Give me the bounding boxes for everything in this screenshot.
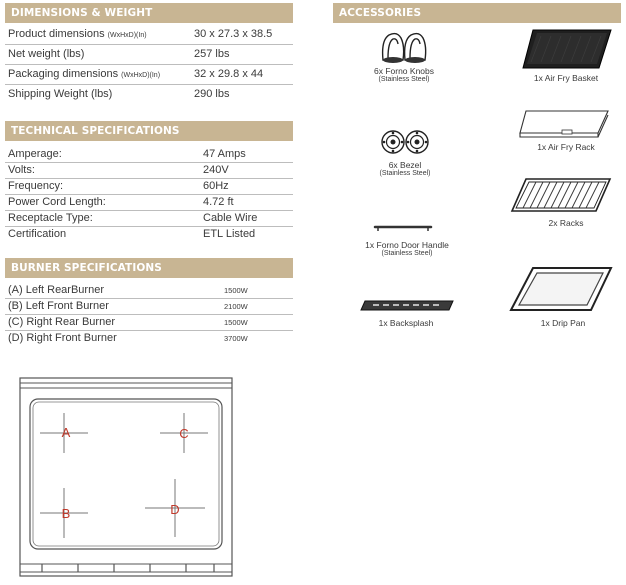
spec-value: 30 x 27.3 x 38.5	[194, 28, 273, 40]
accessory-backsplash	[379, 318, 434, 328]
burner-row-a	[5, 283, 293, 299]
bezel-icon	[381, 128, 429, 156]
spec-row-certification	[5, 227, 293, 243]
spec-row-packaging-dimensions	[5, 65, 293, 85]
burner-label: (C) Right Rear Burner	[8, 316, 115, 328]
accessory-label: 1x Drip Pan	[540, 318, 586, 328]
spec-label: Packaging dimensions	[8, 68, 119, 80]
accessory-material: (Stainless Steel)	[379, 170, 431, 177]
spec-row-frequency	[5, 179, 293, 195]
technical-header: TECHNICAL SPECIFICATIONS	[5, 121, 293, 141]
accessories-header: ACCESSORIES	[333, 3, 621, 23]
spec-value: ETL Listed	[203, 228, 256, 240]
spec-value: 240V	[203, 164, 229, 176]
accessory-label: 6x Bezel	[388, 160, 422, 170]
spec-label: Net weight (lbs)	[8, 48, 85, 60]
burner-row-b	[5, 299, 293, 315]
accessory-label: 1x Air Fry Basket	[533, 73, 599, 83]
spec-row-net-weight	[5, 45, 293, 65]
accessory-door-handle	[365, 240, 449, 258]
accessory-drip-pan	[541, 318, 585, 328]
accessory-bezel	[380, 160, 431, 178]
dimensions-header: DIMENSIONS & WEIGHT	[5, 3, 293, 23]
burner-c-marker: C	[179, 426, 189, 441]
drip-pan-icon	[509, 266, 613, 312]
spec-unit: (WxHxD)(In)	[107, 32, 147, 39]
spec-label: Frequency:	[8, 180, 64, 192]
backsplash-icon	[359, 299, 455, 313]
spec-value: 60Hz	[203, 180, 229, 192]
accessory-material: (Stainless Steel)	[378, 76, 430, 83]
spec-row-shipping-weight	[5, 85, 293, 105]
burner-wattage: 1500W	[224, 286, 248, 295]
burner-label: (B) Left Front Burner	[8, 300, 109, 312]
spec-row-product-dimensions	[5, 25, 293, 45]
spec-value: 4.72 ft	[203, 196, 234, 208]
knobs-icon	[379, 30, 431, 66]
spec-unit: (WxHxD)(In)	[121, 72, 161, 79]
spec-value: 32 x 29.8 x 44	[194, 68, 264, 80]
burner-d-marker: D	[170, 502, 180, 517]
spec-label: Amperage:	[8, 148, 62, 160]
spec-label: Certification	[8, 228, 67, 240]
spec-value: Cable Wire	[203, 212, 258, 224]
spec-value: 290 lbs	[194, 88, 230, 100]
accessory-air-fry-rack	[537, 142, 595, 152]
accessory-label: 6x Forno Knobs	[373, 66, 435, 76]
accessory-label: 1x Air Fry Rack	[537, 142, 595, 152]
burner-wattage: 2100W	[224, 302, 248, 311]
oven-rack-icon	[510, 177, 612, 215]
accessory-label: 1x Backsplash	[378, 318, 434, 328]
accessory-racks	[549, 218, 584, 228]
accessory-air-fry-basket	[534, 73, 598, 83]
accessory-label: 2x Racks	[548, 218, 584, 228]
burner-b-marker: B	[61, 506, 71, 521]
burner-row-d	[5, 331, 293, 347]
air-fry-rack-icon	[518, 109, 612, 139]
burner-wattage: 3700W	[224, 334, 248, 343]
burner-a-marker: A	[61, 425, 71, 440]
cooktop-outline	[18, 376, 234, 580]
spec-label: Product dimensions	[8, 28, 105, 40]
spec-label: Shipping Weight (lbs)	[8, 88, 113, 100]
spec-value: 47 Amps	[203, 148, 246, 160]
accessory-material: (Stainless Steel)	[381, 250, 433, 257]
burner-row-c	[5, 315, 293, 331]
accessory-knobs	[374, 66, 434, 84]
spec-row-receptacle	[5, 211, 293, 227]
burner-label: (A) Left RearBurner	[8, 284, 104, 296]
spec-row-amperage	[5, 147, 293, 163]
burner-header: BURNER SPECIFICATIONS	[5, 258, 293, 278]
spec-label: Receptacle Type:	[8, 212, 93, 224]
spec-row-volts	[5, 163, 293, 179]
burner-label: (D) Right Front Burner	[8, 332, 117, 344]
accessory-label: 1x Forno Door Handle	[365, 240, 449, 250]
cooktop-diagram	[18, 376, 234, 585]
door-handle-icon	[372, 222, 434, 234]
air-fry-basket-icon	[521, 28, 613, 70]
spec-label: Volts:	[8, 164, 35, 176]
burner-wattage: 1500W	[224, 318, 248, 327]
spec-value: 257 lbs	[194, 48, 230, 60]
spec-label: Power Cord Length:	[8, 196, 106, 208]
spec-row-power-cord	[5, 195, 293, 211]
